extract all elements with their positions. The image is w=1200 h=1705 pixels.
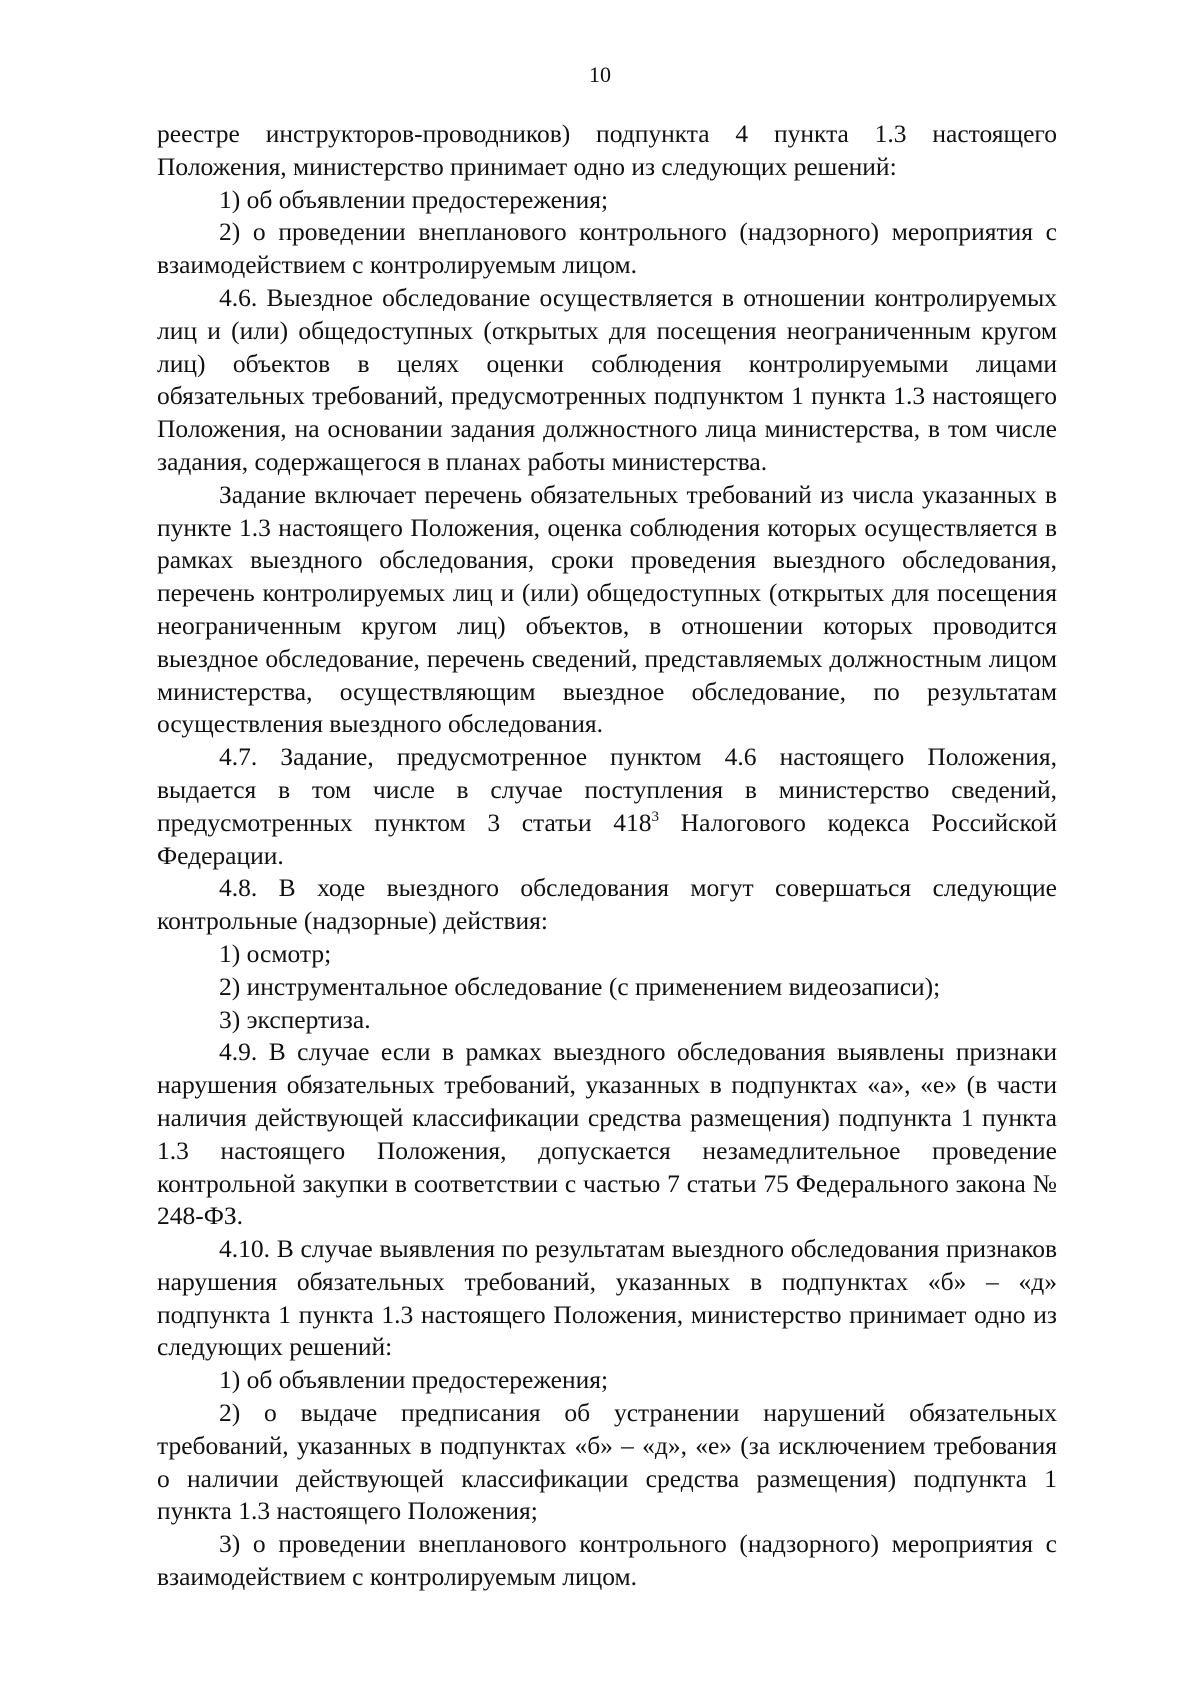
clause-4-10: 4.10. В случае выявления по результатам выездного обследования признаков нарушения обязательных требований, указанных в подпунктах «б» – «д» подпункта 1 пункта 1.3 настоящего Положения, министерство принимает одно из следующих решений: <box>157 1234 1057 1362</box>
clause-4-8: 4.8. В ходе выездного обследования могут совершаться следующие контрольные (надзорные) действия: <box>157 873 1057 936</box>
list-item-expertise: 3) экспертиза. <box>219 1004 371 1034</box>
clause-4-7 <box>157 741 1057 872</box>
document-body <box>157 118 1057 1594</box>
list-item-instrumental-survey: 2) инструментальное обследование (с применением видеозаписи); <box>219 971 941 1001</box>
clause-4-9: 4.9. В случае если в рамках выездного обследования выявлены признаки нарушения обязательных требований, указанных в подпунктах «а», «е» (в части наличия действующей классификации средства размещения) подпункта 1 пункта 1.3 настоящего Положения, допускается незамедлительное проведение контрольной закупки в соответствии с частью 7 статьи 75 Федерального закона № 248-ФЗ. <box>157 1037 1057 1231</box>
list-item-warning-2: 1) об объявлении предостережения; <box>219 1365 609 1395</box>
paragraph-task-contents: Задание включает перечень обязательных требований из числа указанных в пункте 1.3 настоящего Положения, оценка соблюдения которых осуществляется в рамках выездного обследования, сроки проведения выездного обследования, перечень контролируемых лиц и (или) общедоступных (открытых для посещения неограниченным кругом лиц) объектов, в отношении которых проводится выездное обследование, перечень сведений, представляемых должностным лицом министерства, осуществляющим выездное обследование, по результатам осуществления выездного обследования. <box>157 479 1057 739</box>
list-item-warning: 1) об объявлении предостережения; <box>219 184 609 214</box>
list-item-inspection: 1) осмотр; <box>219 938 332 968</box>
list-item-unscheduled-inspection: 2) о проведении внепланового контрольного (надзорного) мероприятия с взаимодействием с контролируемым лицом. <box>157 217 1057 280</box>
paragraph-continuation: реестре инструкторов-проводников) подпункта 4 пункта 1.3 настоящего Положения, министерство принимает одно из следующих решений: <box>157 119 1057 181</box>
list-item-order: 2) о выдаче предписания об устранении нарушений обязательных требований, указанных в подпунктах «б» – «д», «е» (за исключением требования о наличии действующей классификации средства размещения) подпункта 1 пункта 1.3 настоящего Положения; <box>157 1398 1057 1526</box>
clause-4-7-text-end: Налогового кодекса Российской Федерации. <box>157 807 1057 870</box>
clause-4-6: 4.6. Выездное обследование осуществляется в отношении контролируемых лиц и (или) общедоступных (открытых для посещения неограниченным кругом лиц) объектов в целях оценки соблюдения контролируемыми лицами обязательных требований, предусмотренных подпунктом 1 пункта 1.3 настоящего Положения, на основании задания должностного лица министерства, в том числе задания, содержащегося в планах работы министерства. <box>157 282 1057 476</box>
list-item-unscheduled-inspection-2: 3) о проведении внепланового контрольного (надзорного) мероприятия с взаимодействием с контролируемым лицом. <box>157 1529 1057 1592</box>
page-number: 10 <box>589 62 611 87</box>
clause-4-7-text: 4.7. Задание, предусмотренное пунктом 4.6 настоящего Положения, выдается в том числе в случае поступления в министерство сведений, предусмотренных пунктом 3 статьи 418 <box>157 742 1057 837</box>
superscript: 3 <box>651 808 660 825</box>
